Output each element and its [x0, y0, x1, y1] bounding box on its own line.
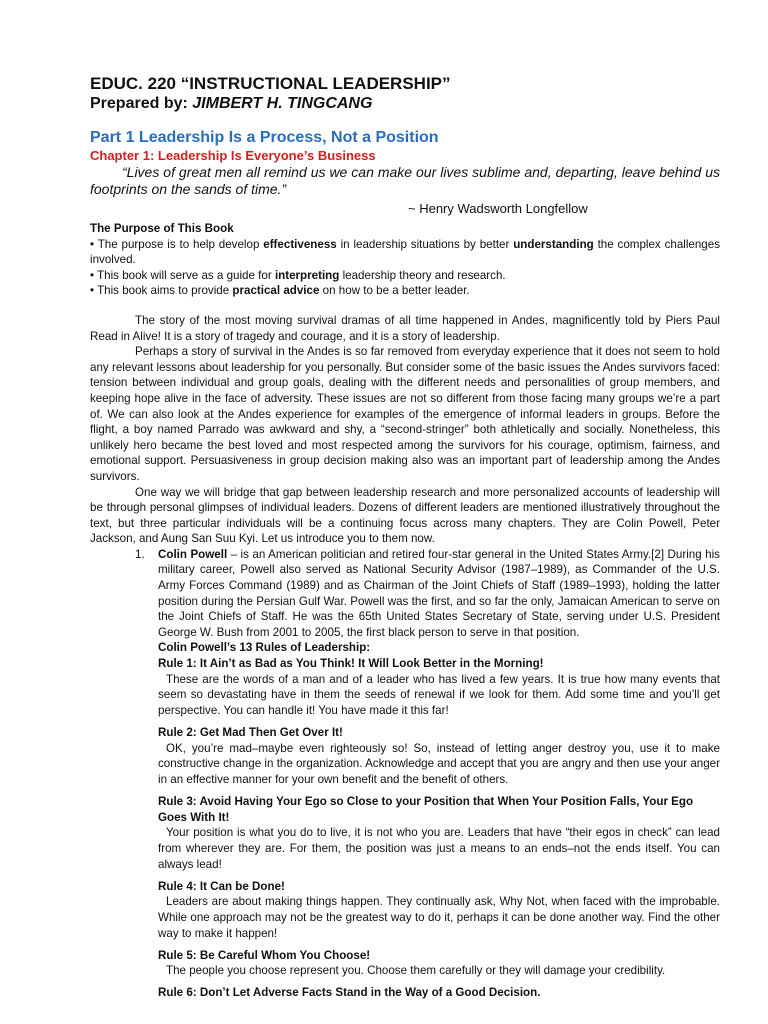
rule-heading: Rule 6: Don’t Let Adverse Facts Stand in the Way of a Good Decision.	[158, 985, 541, 999]
bullet-text: • This book will serve as a guide for	[90, 268, 275, 282]
bullet-emphasis: practical advice	[232, 284, 320, 298]
purpose-bullet	[90, 283, 720, 299]
chapter-title: Chapter 1: Leadership Is Everyone’s Business	[90, 148, 376, 163]
part-title: Part 1 Leadership Is a Process, Not a Position	[90, 129, 439, 146]
rule-body: OK, you’re mad–maybe even righteously so! So, instead of letting anger destroy you, use it to make constructive change in the organization. Acknowledge and accept that you are angry and then use your anger in an effective manner for your own benefit and the benefit of others.	[158, 741, 720, 787]
body-paragraph: Perhaps a story of survival in the Andes is so far removed from everyday experience that it does not seem to hold any relevant lessons about leadership for you personally. But consider some of the basic issues the Andes survivors faced: tension between individual and group goals, dealing with the different needs and personalities of group members, and keeping hope alive in the face of adversity. These issues are not so different from those facing many groups we’re a part of. We can also look at the Andes experience for examples of the emergence of informal leaders in groups. Before the flight, a boy named Parrado was awkward and shy, a “second-stringer” both athletically and socially. Nonetheless, this unlikely hero became the best loved and most respected among the survivors for his courage, optimism, fairness, and emotional support. Persuasiveness in group decision making also was an important part of leadership among the Andes survivors.	[90, 345, 720, 483]
rule-heading: Rule 2: Get Mad Then Get Over It!	[158, 726, 343, 740]
bullet-text: • The purpose is to help develop	[90, 237, 264, 251]
rules-title: Colin Powell’s 13 Rules of Leadership:	[158, 641, 371, 655]
prepared-by-line	[90, 94, 720, 114]
bullet-text: in leadership situations by better	[336, 237, 514, 251]
rule-heading: Rule 1: It Ain’t as Bad as You Think! It Will Look Better in the Morning!	[158, 657, 544, 671]
bullet-emphasis: interpreting	[274, 268, 340, 282]
rule-heading: Rule 3: Avoid Having Your Ego so Close to your Position that When Your Position Falls, Your Ego Goes With It!	[158, 795, 694, 824]
rule-body: Your position is what you do to live, it is not who you are. Leaders that have “their egos in check” can lead from wherever they are. For them, the position was just a means to an ends–not the ends itself. You can always lead!	[158, 826, 720, 871]
list-item-number: 1.	[135, 547, 145, 561]
prepared-label: Prepared by:	[90, 95, 193, 112]
body-paragraph: One way we will bridge that gap between leadership research and more personalized accounts of leadership will be through personal glimpses of individual leaders. Dozens of different leaders are mentioned illustratively throughout the text, but three particular individuals will be a continuing focus across many chapters. They are Colin Powell, Peter Jackson, and Aung San Suu Kyi. Let us introduce you to them now.	[90, 485, 720, 546]
bullet-text: leadership theory and research.	[339, 268, 506, 282]
rule-body: Leaders are about making things happen. They continually ask, Why Not, when faced with the improbable. While one approach may not be the greatest way to do it, perhaps it can be done another way. Find the other way to make it happen!	[158, 895, 720, 940]
course-title: EDUC. 220 “INSTRUCTIONAL LEADERSHIP”	[90, 74, 451, 93]
body-paragraph: The story of the most moving survival dramas of all time happened in Andes, magnificently told by Piers Paul Read in Alive! It is a story of tragedy and courage, and it is a story of leadership.	[90, 313, 720, 343]
bullet-text: on how to be a better leader.	[319, 284, 470, 298]
document-page	[90, 74, 720, 1001]
rule-heading: Rule 5: Be Careful Whom You Choose!	[158, 948, 371, 962]
bullet-text: • This book aims to provide	[90, 284, 233, 298]
list-item-name: Colin Powell	[158, 547, 228, 561]
author-name: JIMBERT H. TINGCANG	[192, 95, 373, 112]
purpose-heading: The Purpose of This Book	[90, 222, 234, 235]
rule-heading: Rule 4: It Can be Done!	[158, 879, 285, 893]
bullet-emphasis: effectiveness	[263, 237, 337, 251]
rule-body: The people you choose represent you. Choose them carefully or they will damage your credibility.	[166, 964, 666, 978]
bullet-text: the complex challenges involved.	[90, 237, 721, 267]
rules-section	[90, 640, 720, 1000]
rule-body: These are the words of a man and of a leader who has lived a few years. It is true how many events that seem so devastating have in them the seeds of renewal if we look for them. Add some time and you’ll get perspective. You can handle it! You have made it this far!	[158, 672, 720, 718]
bullet-emphasis: understanding	[513, 237, 594, 251]
purpose-bullet	[90, 237, 720, 268]
list-item-text: – is an American politician and retired four-star general in the United States Army.[2] During his military career, Powell also served as National Security Advisor (1987–1989), as Commander of the U.S. Army Forces Command (1989) and as Chairman of the Joint Chiefs of Staff (1989–1993), holding the latter position during the Persian Gulf War. Powell was the first, and so far the only, Jamaican American to serve on the Joint Chiefs of Staff. He was the 65th United States Secretary of State, serving under U.S. President George W. Bush from 2001 to 2005, the first black person to serve in that position.	[158, 547, 720, 639]
list-item	[90, 547, 720, 641]
epigraph-attribution: ~ Henry Wadsworth Longfellow	[408, 201, 588, 216]
purpose-bullet	[90, 268, 720, 284]
epigraph-quote: “Lives of great men all remind us we can make our lives sublime and, departing, leave behind us footprints on the sands of time.”	[90, 164, 720, 197]
